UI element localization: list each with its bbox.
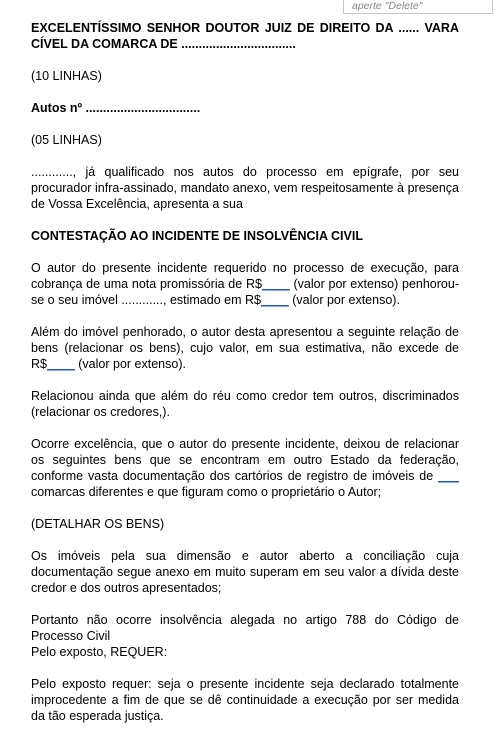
value-blank-2[interactable]: ____ xyxy=(260,293,289,307)
paragraph-5: (DETALHAR OS BENS) xyxy=(31,517,165,531)
document-page xyxy=(31,20,459,740)
value-blank-1[interactable]: ____ xyxy=(261,277,290,291)
paragraph-1 xyxy=(31,260,459,308)
paragraph-8: Pelo exposto requer: seja o presente incidente seja declarado totalmente improcedente a fim de que se dê continuidade a execução por ser medida da tão esperada justiça. xyxy=(31,677,459,723)
p4-text-a: Ocorre excelência, que o autor do presente incidente, deixou de relacionar os seguintes bens que se encontram em outro Estado da federação, conforme vasta documentação dos cartórios de registro de imóveis de xyxy=(31,437,459,483)
count-blank[interactable]: ___ xyxy=(438,469,459,483)
court-header: EXCELENTÍSSIMO SENHOR DOUTOR JUIZ DE DIREITO DA ...... VARA CÍVEL DA COMARCA DE ................................. xyxy=(31,21,459,51)
p1-text-b: (valor por extenso) penhorou-se o seu imóvel ............, estimado em R$ xyxy=(31,277,459,307)
paragraph-2 xyxy=(31,324,459,372)
p2-text-a: Além do imóvel penhorado, o autor desta apresentou a seguinte relação de bens (relacionar os bens), cujo valor, em sua estimativa, não excede de R$ xyxy=(31,325,459,371)
p2-text-b: (valor por extenso). xyxy=(74,357,186,371)
document-title: CONTESTAÇÃO AO INCIDENTE DE INSOLVÊNCIA CIVIL xyxy=(31,229,363,243)
paragraph-6: Os imóveis pela sua dimensão e autor aberto a conciliação cuja documentação segue anexo em muito superam em seu valor a dívida deste credor e dos outros apresentados; xyxy=(31,549,459,595)
p4-text-b: comarcas diferentes e que figuram como o proprietário o Autor; xyxy=(31,485,382,499)
paragraph-3: Relacionou ainda que além do réu como credor tem outros, discriminados (relacionar os credores,). xyxy=(31,389,459,419)
value-blank-3[interactable]: ____ xyxy=(46,357,75,371)
case-number: Autos nº ................................. xyxy=(31,101,201,115)
paragraph-4 xyxy=(31,436,459,500)
delete-hint-tooltip: aperte "Delete" xyxy=(343,0,493,14)
p1-text-c: (valor por extenso). xyxy=(288,293,400,307)
spacer-note-05: (05 LINHAS) xyxy=(31,133,102,147)
p1-text-a: O autor do presente incidente requerido no processo de execução, para cobrança de uma nota promissória de R$ xyxy=(31,261,459,291)
spacer-note-10: (10 LINHAS) xyxy=(31,69,102,83)
paragraph-7a: Portanto não ocorre insolvência alegada no artigo 788 do Código de Processo Civil xyxy=(31,613,459,643)
intro-paragraph: ............, já qualificado nos autos do processo em epígrafe, por seu procurador infra-assinado, mandato anexo, vem respeitosamente à presença de Vossa Excelência, apresenta a sua xyxy=(31,165,459,211)
paragraph-7b: Pelo exposto, REQUER: xyxy=(31,645,168,659)
